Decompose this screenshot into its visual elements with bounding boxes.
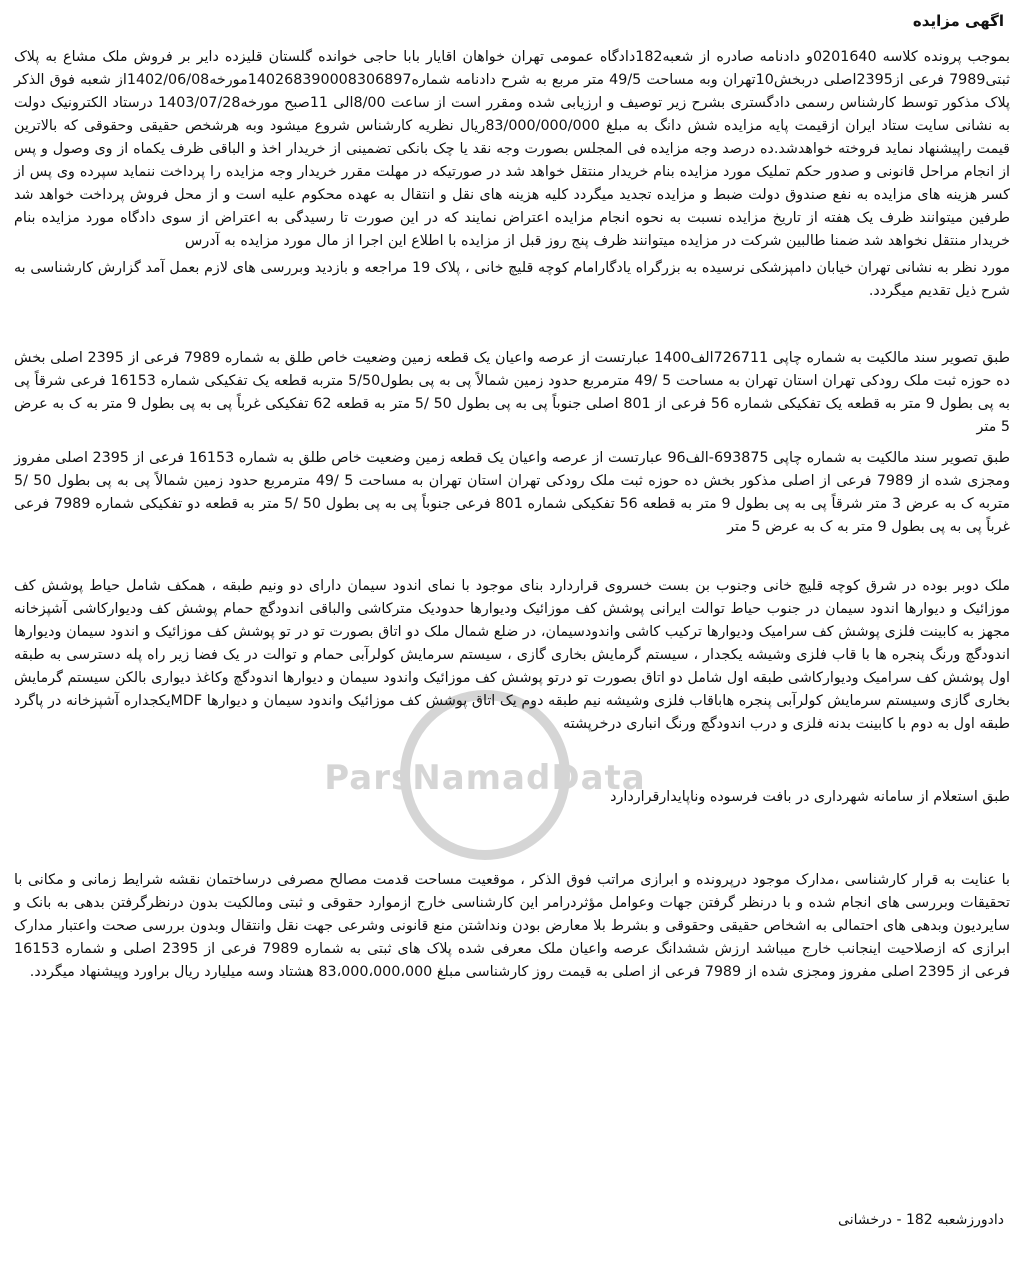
paragraph-case-details: بموجب پرونده کلاسه 0201640و دادنامه صادره از شعبه182دادگاه عمومی تهران خواهان اقایار بابا حاجی خوانده گلستان قلیزده دایر بر فروش ملک مشاع به پلاک ثبتی7989 فرعی از2395اصلی دربخش10تهران وبه مساحت 49/5 متر مربع به شرح دادنامه شماره140268390008306897مورخه1402/06/08از شعبه فوق الذکر پلاک مذکور توسط کارشناس رسمی دادگستری بشرح زیر توصیف و ارزیابی شده ومقرر است از ساعت 8/00الی 11صبح مورخه1403/07/28 درستاد الکترونیک دولت به نشانی سایت ستاد ایران ازقیمت پایه مزایده شش دانگ به مبلغ 83/000/000/000ریال نظریه کارشناس شروع میشود وبه هرشخص حقیقی وحقوقی که بالاترین قیمت راپیشنهاد نماید فروخته خواهدشد.ده درصد وجه مزایده فی المجلس بصورت وجه نقد یا چک بانکی تضمینی از خریدار اخذ و الباقی ظرف یکماه از وی وصول و پس از انجام مراحل قانونی و صدور حکم تملیک مورد مزایده بنام خریدار منتقل خواهد شد در صورتیکه در مهلت مقرر خریدار وجه مزایده را پرداخت ننماید سپرده وی پس از کسر هزینه های مزایده به نفع صندوق دولت ضبط و مزایده تجدید میگردد کلیه هزینه های نقل و انتقال به عهده محکوم علیه است و از محل فروش پرداخت خواهد شد طرفین میتوانند ظرف یک هفته از تاریخ مزایده نسبت به نحوه انجام مزایده اعتراض نمایند که در این صورت تا رسیدگی به اعتراض از سوی دادگاه مورد مزایده بنام خریدار منتقل نخواهد شد ضمنا طالبین شرکت در مزایده میتوانند ظرف پنج روز قبل از مزایده با اطلاع این اجرا از مال مورد مزایده به آدرس <box>14 49 1011 249</box>
paragraph-deed-7989: طبق تصویر سند مالکیت به شماره چاپی 726711الف1400 عبارتست از عرصه واعیان یک قطعه زمین وضعیت خاص طلق به شماره 7989 فرعی از 2395 اصلی بخش ده حوزه ثبت ملک رودکی تهران استان تهران به مساحت 5 /49 مترمربع حدود زمین شمالاً پی به پی بطول5/50 متربه قطعه یک تفکیکی شماره 16153 فرعی شرقاً پی به پی بطول 9 متر به قطعه یک تفکیکی شماره 56 فرعی از 801 اصلی جنوباً پی به پی بطول 50 /5 متر به قطعه 62 تفکیکی غرباً پی به پی بطول 9 متر به ک به عرض 5 متر <box>14 350 1010 435</box>
paragraph-valuation: با عنایت به قرار کارشناسی ،مدارک موجود درپرونده و ابرازی مراتب فوق الذکر ، موقعیت مساحت قدمت مصالح مصرفی درساختمان نقشه شرایط زمانی و مکانی با تحقیقات وبررسی های انجام شده و با درنظر گرفتن جهات وعوامل مؤثردرامر این کارشناسی خارج ازموارد حقوقی و ثبتی ومالکیت بدون درنظرگرفتن بدهی به بانک و سایردیون وبدهی های احتمالی به اشخاص حقیقی وحقوقی و بشرط بلا معارض بودن ونداشتن منع قانونی وشرعی جهت نقل وانتقال وبدون بررسی صحت واعتبار مدارک ابرازی که ازصلاحیت اینجانب خارج میباشد ارزش ششدانگ عرصه واعیان ملک معرفی شده پلاک های ثبتی به شماره 7989 فرعی از 2395 اصلی و شماره 16153 فرعی از 2395 اصلی مفروز ومجزی شده از 7989 فرعی از اصلی به قیمت روز کارشناسی مبلغ 83،000،000،000 هشتاد وسه میلیارد ریال براورد وپیشنهاد میگردد. <box>14 872 1010 980</box>
paragraph-deed-16153: طبق تصویر سند مالکیت به شماره چاپی 693875-الف96 عبارتست از عرصه واعیان یک قطعه زمین وضعیت خاص طلق به شماره 16153 فرعی از 2395 اصلی مفروز ومجزی شده از 7989 فرعی از اصلی مذکور بخش ده حوزه ثبت ملک رودکی تهران استان تهران به مساحت 5 /49 مترمربع حدود زمین شمالاً پی به پی بطول 50 /5 متربه ک به عرض 3 متر شرقاً پی به پی بطول 9 متر به قطعه 56 تفکیکی شماره 801 فرعی جنوباً پی به پی بطول 50 /5 متر به قطعه دو تفکیکی شماره 7989 فرعی غرباً پی به پی بطول 9 متر به ک به عرض 5 متر <box>14 450 1010 535</box>
notice-title: اگهی مزایده <box>912 12 1004 30</box>
paragraph-address: مورد نظر به نشانی تهران خیابان دامپزشکی نرسیده به بزرگراه یادگارامام کوچه قلیچ خانی ، پلاک 19 مراجعه و بازدید وبررسی های لازم بعمل آمد گزارش کارشناسی به شرح ذیل تقدیم میگردد. <box>14 260 1010 299</box>
signature: دادورزشعبه 182 - درخشانی <box>838 1212 1004 1228</box>
paragraph-building-description: ملک دوبر بوده در شرق کوچه قلیچ خانی وجنوب بن بست خسروی قراردارد بنای موجود با نمای اندود سیمان دارای دو ونیم طبقه ، همکف شامل حیاط پوشش کف موزائیک و دیوارها اندود سیمان در جنوب حیاط توالت ایرانی پوشش کف موزائیک ودیوارها حدودیک مترکاشی والباقی اندودگچ حمام پوشش کف ودیوارکاشی آشپزخانه مجهز به کابینت فلزی پوشش کف سرامیک ودیوارها ترکیب کاشی واندودسیمان، در ضلع شمال ملک دو اتاق بصورت تو در تو پوشش کف موزائیک و اندود سیمان ودیوارها اندودگچ ورنگ پنجره ها با قاب فلزی وشیشه یکجدار ، سیستم گرمایش بخاری گازی ، سیستم سرمایش کولرآبی حمام و توالت در یک فضا زیر راه پله دسترسی به طبقه اول پوشش کف سرامیک ودیوارکاشی طبقه اول شامل دو اتاق بصورت تو درتو پوشش کف موزائیک واندود سیمان و دیوارها اندودگچ وکاغذ دیواری بالکن سیستم گرمایش بخاری گازی وسیستم سرمایش کولرآبی پنجره هاباقاب فلزی وشیشه نیم طبقه دوم یک اتاق پوشش کف موزائیک واندود سیمان و دیوارها MDFیکجداره آشپزخانه در پاگرد طبقه اول به دوم با کابینت بدنه فلزی و درب اندودگچ ورنگ انباری درخرپشته <box>14 578 1010 732</box>
paragraph-municipality-inquiry: طبق استعلام از سامانه شهرداری در بافت فرسوده وناپایدارقراردارد <box>610 789 1010 805</box>
watermark-text: ParsNamadData <box>324 758 646 798</box>
